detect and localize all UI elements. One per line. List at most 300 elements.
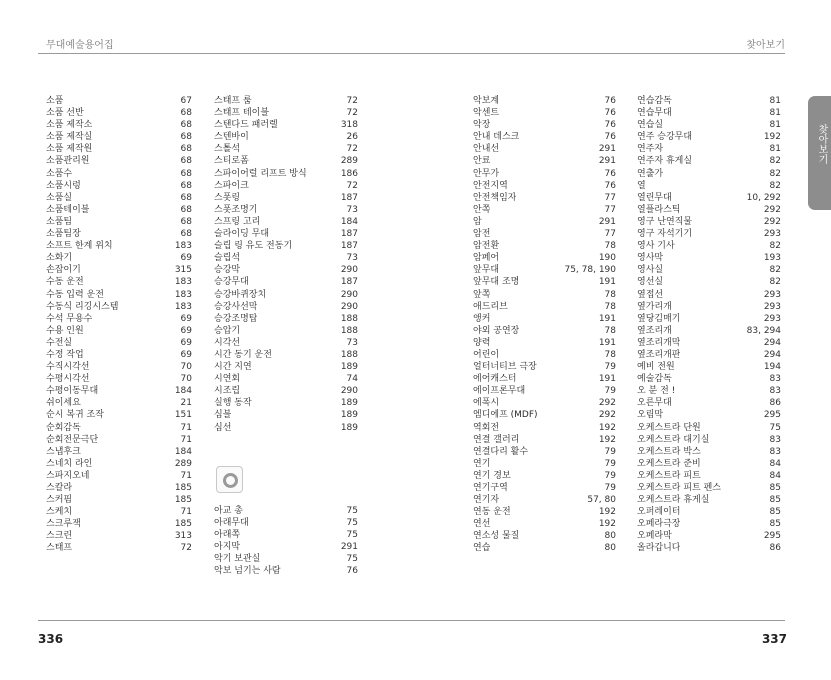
index-term: 영사실 xyxy=(637,265,664,276)
index-term: 올라갑니다 xyxy=(637,543,681,554)
index-term: 오퍼레이터 xyxy=(637,507,681,518)
index-page-ref: 151 xyxy=(174,410,192,421)
index-page-ref: 71 xyxy=(180,507,192,518)
index-page-ref: 318 xyxy=(340,120,358,131)
index-term: 스크린 xyxy=(46,531,73,542)
index-term: 스폿조명기 xyxy=(214,204,258,215)
index-entry xyxy=(637,409,781,421)
index-page-ref: 82 xyxy=(769,180,781,191)
index-entry xyxy=(214,409,358,421)
index-term: 소화기 xyxy=(46,253,73,264)
index-entry xyxy=(473,204,616,216)
index-term: 영선실 xyxy=(637,277,664,288)
index-term: 수전실 xyxy=(46,337,73,348)
index-entry xyxy=(214,422,358,434)
index-page-ref: 187 xyxy=(340,192,358,203)
running-header-right: 찾아보기 xyxy=(746,40,785,51)
index-page-ref: 68 xyxy=(180,168,192,179)
index-entry xyxy=(473,325,616,337)
index-entry xyxy=(473,228,616,240)
index-entry xyxy=(473,264,616,276)
index-entry xyxy=(214,385,358,397)
index-term: 열 xyxy=(637,180,646,191)
index-page-ref: 76 xyxy=(604,132,616,143)
index-page-ref: 68 xyxy=(180,132,192,143)
index-term: 악기 보관실 xyxy=(214,554,261,565)
index-term: 악보계 xyxy=(473,96,500,106)
index-term: 역회전 xyxy=(473,422,500,433)
index-term: 스커핌 xyxy=(46,495,73,506)
index-term: 소프트 한계 위치 xyxy=(46,241,113,252)
index-entry xyxy=(214,313,358,325)
index-term: 안료 xyxy=(473,156,491,167)
index-term: 연출가 xyxy=(637,168,664,179)
index-entry xyxy=(637,228,781,240)
index-entry xyxy=(214,216,358,228)
index-entry xyxy=(46,530,192,542)
index-page-ref: 78 xyxy=(604,349,616,360)
index-term: 오케스트라 단원 xyxy=(637,422,701,433)
index-entry xyxy=(214,192,358,204)
index-entry xyxy=(473,180,616,192)
index-term: 오 분 전 ! xyxy=(637,386,676,397)
index-entry xyxy=(473,337,616,349)
index-page-ref: 79 xyxy=(604,446,616,457)
index-entry xyxy=(473,95,616,107)
index-entry xyxy=(637,264,781,276)
index-page-ref: 184 xyxy=(340,216,358,227)
index-term: 연동 운전 xyxy=(473,507,511,518)
index-term: 수평시각선 xyxy=(46,374,90,385)
index-page-ref: 191 xyxy=(598,337,616,348)
index-page-ref: 294 xyxy=(763,337,781,348)
index-page-ref: 76 xyxy=(604,180,616,191)
index-page-ref: 289 xyxy=(174,458,192,469)
index-entry xyxy=(637,289,781,301)
index-entry xyxy=(46,143,192,155)
index-term: 아래쪽 xyxy=(214,530,241,541)
index-entry xyxy=(46,228,192,240)
index-term: 오케스트라 피트 펜스 xyxy=(637,483,721,493)
index-term: 안쪽 xyxy=(473,204,491,215)
index-page-ref: 84 xyxy=(769,470,781,481)
index-term: 열플라스틱 xyxy=(637,204,681,215)
index-term: 연습실 xyxy=(637,120,664,131)
index-term: 수동 운전 xyxy=(46,277,84,288)
index-term: 안전지역 xyxy=(473,180,508,191)
index-entry xyxy=(214,553,358,565)
index-entry xyxy=(637,373,781,385)
index-entry xyxy=(46,276,192,288)
index-term: 오페라극장 xyxy=(637,519,681,530)
index-entry xyxy=(46,131,192,143)
index-page-ref: 187 xyxy=(340,229,358,240)
index-term: 앞쪽 xyxy=(473,289,491,300)
index-entry xyxy=(473,530,616,542)
index-entry xyxy=(214,119,358,131)
index-page-ref: 75 xyxy=(346,506,358,516)
index-term: 애드리브 xyxy=(473,301,508,312)
index-term: 슬립 링 유도 전동기 xyxy=(214,241,293,252)
index-entry xyxy=(473,168,616,180)
index-term: 안내선 xyxy=(473,144,500,155)
index-term: 연습 xyxy=(473,543,491,554)
index-page-ref: 194 xyxy=(763,362,781,373)
index-page-ref: 186 xyxy=(340,168,358,179)
index-page-ref: 85 xyxy=(769,519,781,530)
index-entry xyxy=(46,397,192,409)
index-term: 심선 xyxy=(214,422,232,433)
index-term: 예술감독 xyxy=(637,374,672,385)
index-page-ref: 192 xyxy=(763,132,781,143)
index-entry xyxy=(473,216,616,228)
index-entry xyxy=(46,385,192,397)
index-entry xyxy=(214,180,358,192)
index-page-ref: 72 xyxy=(346,144,358,155)
index-entry xyxy=(46,204,192,216)
index-entry xyxy=(637,252,781,264)
index-entry xyxy=(637,337,781,349)
index-term: 오페라막 xyxy=(637,531,672,542)
index-term: 옆접선 xyxy=(637,289,664,300)
index-term: 시연회 xyxy=(214,374,241,385)
index-entry xyxy=(473,349,616,361)
index-page-ref: 191 xyxy=(598,277,616,288)
index-entry xyxy=(637,313,781,325)
index-term: 소품팀 xyxy=(46,216,73,227)
index-entry xyxy=(637,397,781,409)
index-column-3 xyxy=(473,95,616,555)
index-term: 안내 데스크 xyxy=(473,132,520,143)
index-term: 스냅후크 xyxy=(46,446,81,457)
index-term: 얼터너티브 극장 xyxy=(473,362,537,373)
index-term: 순회전문극단 xyxy=(46,434,99,445)
index-term: 소품관리원 xyxy=(46,156,90,167)
index-entry xyxy=(473,506,616,518)
index-entry xyxy=(473,313,616,325)
index-page-ref: 21 xyxy=(180,398,192,409)
index-page-ref: 69 xyxy=(180,325,192,336)
index-entry xyxy=(637,216,781,228)
index-term: 소품테이블 xyxy=(46,204,90,215)
index-term: 연선 xyxy=(473,519,491,530)
index-page-ref: 68 xyxy=(180,108,192,119)
index-page-ref: 73 xyxy=(346,337,358,348)
index-term: 손잡이기 xyxy=(46,265,81,276)
page-number-right: 337 xyxy=(761,632,787,646)
index-term: 엠디에프 (MDF) xyxy=(473,410,538,421)
index-page-ref: 77 xyxy=(604,204,616,215)
index-entry xyxy=(473,373,616,385)
index-entry xyxy=(214,131,358,143)
index-page-ref: 295 xyxy=(763,410,781,421)
index-term: 스케치 xyxy=(46,507,73,518)
index-entry xyxy=(214,289,358,301)
index-term: 연기 xyxy=(473,458,491,469)
index-term: 소품실 xyxy=(46,192,73,203)
index-term: 영구 자석기기 xyxy=(637,229,693,240)
index-entry xyxy=(214,143,358,155)
index-entry xyxy=(637,301,781,313)
index-entry xyxy=(473,240,616,252)
index-page-ref: 187 xyxy=(340,241,358,252)
index-entry xyxy=(214,95,358,107)
index-term: 아지막 xyxy=(214,542,241,553)
index-page-ref: 69 xyxy=(180,349,192,360)
index-entry xyxy=(473,422,616,434)
index-term: 옆조리개 xyxy=(637,325,672,336)
index-term: 소품 선반 xyxy=(46,108,84,119)
index-entry xyxy=(637,155,781,167)
index-page-ref: 292 xyxy=(598,398,616,409)
index-term: 예비 전원 xyxy=(637,362,675,373)
index-entry xyxy=(214,228,358,240)
index-page-ref: 73 xyxy=(346,204,358,215)
index-term: 옆당김매기 xyxy=(637,313,681,324)
index-entry xyxy=(473,289,616,301)
index-entry xyxy=(637,458,781,470)
index-page-ref: 289 xyxy=(340,156,358,167)
index-term: 시각선 xyxy=(214,337,241,348)
index-term: 스폿링 xyxy=(214,192,241,203)
index-page-ref: 187 xyxy=(340,277,358,288)
index-term: 스파지오네 xyxy=(46,470,90,481)
index-page-ref: 73 xyxy=(346,253,358,264)
index-page-ref: 82 xyxy=(769,241,781,252)
index-page-ref: 189 xyxy=(340,362,358,373)
index-page-ref: 26 xyxy=(346,132,358,143)
index-page-ref: 81 xyxy=(769,144,781,155)
index-entry xyxy=(473,155,616,167)
index-page-ref: 76 xyxy=(604,96,616,106)
index-page-ref: 188 xyxy=(340,325,358,336)
index-entry xyxy=(46,349,192,361)
index-term: 오림막 xyxy=(637,410,664,421)
index-entry xyxy=(473,409,616,421)
index-page-ref: 74 xyxy=(346,374,358,385)
index-entry xyxy=(473,143,616,155)
index-entry xyxy=(637,422,781,434)
index-page-ref: 292 xyxy=(598,410,616,421)
index-page-ref: 67 xyxy=(180,96,192,106)
index-entry xyxy=(473,361,616,373)
index-entry xyxy=(637,143,781,155)
index-entry xyxy=(46,458,192,470)
index-term: 에이프론무대 xyxy=(473,386,526,397)
index-page-ref: 69 xyxy=(180,337,192,348)
index-page-ref: 189 xyxy=(340,398,358,409)
index-entry xyxy=(46,95,192,107)
index-entry xyxy=(473,458,616,470)
chapter-marker-icon xyxy=(216,466,243,493)
index-term: 승강막 xyxy=(214,265,241,276)
index-term: 안전책임자 xyxy=(473,192,517,203)
index-entry xyxy=(46,240,192,252)
index-page-ref: 68 xyxy=(180,192,192,203)
index-page-ref: 83, 294 xyxy=(746,325,781,336)
index-term: 옆조리개판 xyxy=(637,349,681,360)
index-entry xyxy=(46,325,192,337)
index-term: 앞무대 xyxy=(473,265,500,276)
index-entry xyxy=(473,252,616,264)
index-term: 스태프 xyxy=(46,543,73,554)
index-term: 스네치 라인 xyxy=(46,458,93,469)
index-page-ref: 191 xyxy=(598,374,616,385)
index-page-ref: 185 xyxy=(174,483,192,493)
index-page-ref: 294 xyxy=(763,349,781,360)
index-entry xyxy=(637,542,781,554)
index-term: 시조립 xyxy=(214,386,241,397)
index-page-ref: 191 xyxy=(598,313,616,324)
index-page-ref: 76 xyxy=(604,108,616,119)
index-page-ref: 83 xyxy=(769,386,781,397)
index-term: 스텐바이 xyxy=(214,132,249,143)
index-entry xyxy=(46,180,192,192)
index-entry xyxy=(214,204,358,216)
index-page-ref: 69 xyxy=(180,313,192,324)
index-term: 어린이 xyxy=(473,349,500,360)
index-term: 소품팀장 xyxy=(46,229,81,240)
index-term: 영사막 xyxy=(637,253,664,264)
index-page-ref: 82 xyxy=(769,168,781,179)
index-page-ref: 81 xyxy=(769,120,781,131)
index-term: 스파이크 xyxy=(214,180,249,191)
index-entry xyxy=(473,192,616,204)
index-entry xyxy=(46,337,192,349)
index-page-ref: 75 xyxy=(346,554,358,565)
index-page-ref: 80 xyxy=(604,543,616,554)
index-term: 시간 지연 xyxy=(214,362,252,373)
index-entry xyxy=(214,361,358,373)
running-header-left: 무대예술용어집 xyxy=(46,40,114,51)
index-page-ref: 83 xyxy=(769,434,781,445)
index-entry xyxy=(214,541,358,553)
index-term: 아교 총 xyxy=(214,506,243,516)
index-term: 에폭시 xyxy=(473,398,500,409)
index-page-ref: 313 xyxy=(174,531,192,542)
index-entry xyxy=(46,168,192,180)
index-term: 쉬이세요 xyxy=(46,398,81,409)
index-entry xyxy=(473,482,616,494)
index-column-2 xyxy=(214,95,358,434)
side-tab-label: 찾아보기 xyxy=(816,124,827,164)
index-entry xyxy=(46,119,192,131)
index-entry xyxy=(46,506,192,518)
index-entry xyxy=(46,446,192,458)
index-page-ref: 71 xyxy=(180,470,192,481)
index-term: 오케스트라 박스 xyxy=(637,446,701,457)
index-page-ref: 193 xyxy=(763,253,781,264)
index-page-ref: 85 xyxy=(769,495,781,506)
index-term: 스톨석 xyxy=(214,144,241,155)
index-term: 수정 작업 xyxy=(46,349,84,360)
index-page-ref: 184 xyxy=(174,386,192,397)
index-page-ref: 85 xyxy=(769,483,781,493)
index-entry xyxy=(214,276,358,288)
index-page-ref: 82 xyxy=(769,156,781,167)
header-divider xyxy=(38,53,785,54)
index-entry xyxy=(473,385,616,397)
index-entry xyxy=(214,168,358,180)
index-entry xyxy=(473,276,616,288)
index-term: 연소성 물질 xyxy=(473,531,520,542)
index-term: 승강무대 xyxy=(214,277,249,288)
index-term: 안무가 xyxy=(473,168,500,179)
index-entry xyxy=(473,107,616,119)
index-term: 스탠다드 패러렐 xyxy=(214,120,278,131)
index-entry xyxy=(473,518,616,530)
index-term: 앞무대 조명 xyxy=(473,277,520,288)
index-entry xyxy=(46,192,192,204)
index-entry xyxy=(214,240,358,252)
index-page-ref: 57, 80 xyxy=(587,495,616,506)
index-page-ref: 293 xyxy=(763,229,781,240)
index-page-ref: 10, 292 xyxy=(746,192,781,203)
index-page-ref: 83 xyxy=(769,446,781,457)
index-page-ref: 75, 78, 190 xyxy=(564,265,616,276)
index-column-2-section-a xyxy=(214,505,358,578)
index-term: 오케스트라 피트 xyxy=(637,470,701,481)
index-page-ref: 86 xyxy=(769,543,781,554)
index-entry xyxy=(214,264,358,276)
index-entry xyxy=(637,192,781,204)
index-entry xyxy=(214,337,358,349)
index-page-ref: 192 xyxy=(598,507,616,518)
index-term: 수용 인원 xyxy=(46,325,84,336)
index-term: 시간 동기 운전 xyxy=(214,349,272,360)
index-entry xyxy=(637,385,781,397)
index-page-ref: 79 xyxy=(604,483,616,493)
index-page-ref: 189 xyxy=(340,410,358,421)
index-entry xyxy=(46,289,192,301)
index-page-ref: 71 xyxy=(180,422,192,433)
index-page-ref: 72 xyxy=(346,108,358,119)
index-term: 스파이어럴 리프트 방식 xyxy=(214,168,307,179)
index-entry xyxy=(46,373,192,385)
index-entry xyxy=(637,276,781,288)
index-page-ref: 79 xyxy=(604,386,616,397)
index-entry xyxy=(214,252,358,264)
index-term: 악센트 xyxy=(473,108,500,119)
index-page-ref: 86 xyxy=(769,398,781,409)
index-page-ref: 76 xyxy=(604,168,616,179)
index-term: 연주 승강무대 xyxy=(637,132,693,143)
index-entry xyxy=(637,240,781,252)
index-page-ref: 292 xyxy=(763,204,781,215)
index-entry xyxy=(473,494,616,506)
index-entry xyxy=(46,252,192,264)
index-page-ref: 293 xyxy=(763,313,781,324)
index-term: 소품 제작원 xyxy=(46,144,93,155)
index-entry xyxy=(214,397,358,409)
index-entry xyxy=(637,506,781,518)
index-term: 악보 넘기는 사람 xyxy=(214,566,281,577)
index-page-ref: 192 xyxy=(598,519,616,530)
index-term: 열린무대 xyxy=(637,192,672,203)
index-entry xyxy=(214,301,358,313)
index-entry xyxy=(637,180,781,192)
footer-divider xyxy=(38,620,785,621)
index-page-ref: 77 xyxy=(604,192,616,203)
index-term: 앵커 xyxy=(473,313,491,324)
index-page-ref: 315 xyxy=(174,265,192,276)
index-entry xyxy=(46,301,192,313)
index-page-ref: 183 xyxy=(174,277,192,288)
index-page-ref: 183 xyxy=(174,301,192,312)
index-entry xyxy=(46,542,192,554)
index-entry xyxy=(637,119,781,131)
index-term: 연기자 xyxy=(473,495,500,506)
